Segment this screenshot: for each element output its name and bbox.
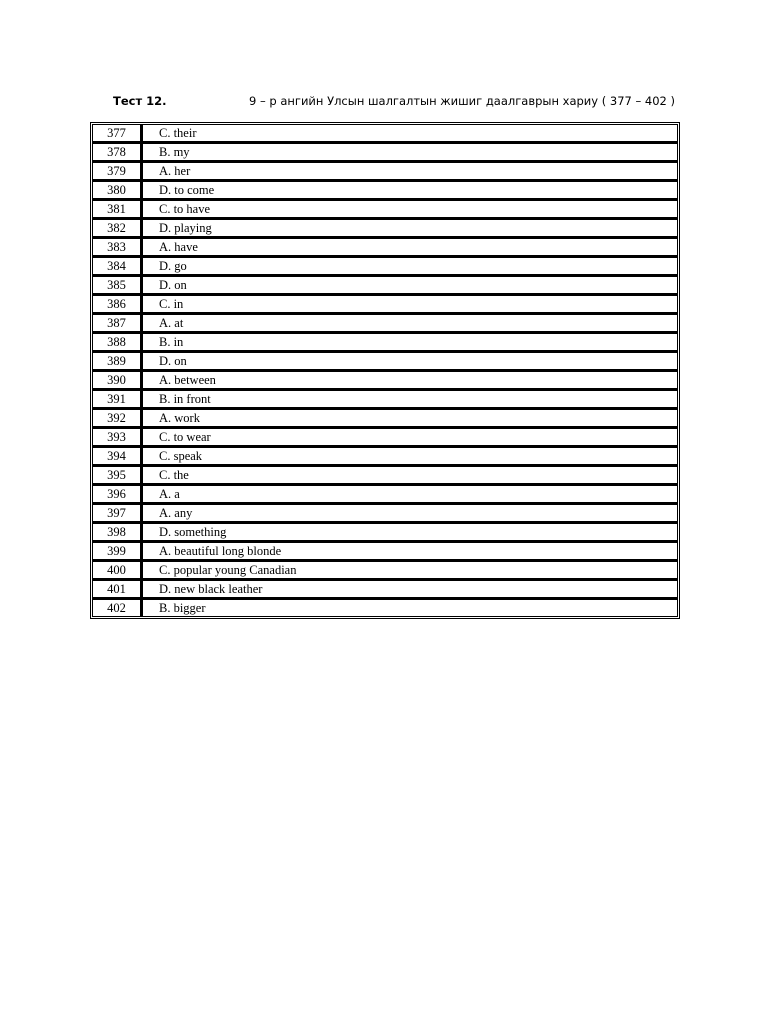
answer-text: C. in [142, 294, 678, 313]
answer-text: A. any [142, 503, 678, 522]
table-row [92, 484, 678, 503]
table-row [92, 294, 678, 313]
answer-text: B. bigger [142, 598, 678, 617]
answer-text: D. to come [142, 180, 678, 199]
answer-text: B. my [142, 142, 678, 161]
table-row [92, 389, 678, 408]
table-row [92, 180, 678, 199]
answer-text: D. on [142, 351, 678, 370]
question-number: 400 [92, 560, 142, 579]
question-number: 384 [92, 256, 142, 275]
answer-text: B. in [142, 332, 678, 351]
table-row [92, 161, 678, 180]
table-row [92, 199, 678, 218]
document-header [113, 94, 673, 110]
question-number: 396 [92, 484, 142, 503]
question-number: 402 [92, 598, 142, 617]
header-title: 9 – р ангийн Улсын шалгалтын жишиг даалгаврын хариу ( 377 – 402 ) [249, 94, 675, 108]
table-row [92, 218, 678, 237]
table-row [92, 503, 678, 522]
table-row [92, 351, 678, 370]
table-row [92, 124, 678, 142]
answer-text: D. playing [142, 218, 678, 237]
question-number: 388 [92, 332, 142, 351]
question-number: 386 [92, 294, 142, 313]
answer-text: C. speak [142, 446, 678, 465]
answer-text: C. their [142, 124, 678, 142]
answer-text: C. the [142, 465, 678, 484]
question-number: 395 [92, 465, 142, 484]
answer-text: A. at [142, 313, 678, 332]
question-number: 382 [92, 218, 142, 237]
table-row [92, 465, 678, 484]
question-number: 399 [92, 541, 142, 560]
answer-text: A. beautiful long blonde [142, 541, 678, 560]
table-row [92, 332, 678, 351]
table-row [92, 427, 678, 446]
answer-text: D. go [142, 256, 678, 275]
question-number: 377 [92, 124, 142, 142]
table-row [92, 560, 678, 579]
question-number: 401 [92, 579, 142, 598]
table-row [92, 541, 678, 560]
question-number: 393 [92, 427, 142, 446]
answer-table-body [92, 124, 678, 617]
answer-text: A. a [142, 484, 678, 503]
table-row [92, 275, 678, 294]
answer-text: C. to wear [142, 427, 678, 446]
answer-text: A. her [142, 161, 678, 180]
question-number: 383 [92, 237, 142, 256]
question-number: 389 [92, 351, 142, 370]
answer-table [90, 122, 680, 619]
table-row [92, 142, 678, 161]
question-number: 397 [92, 503, 142, 522]
question-number: 390 [92, 370, 142, 389]
question-number: 380 [92, 180, 142, 199]
question-number: 394 [92, 446, 142, 465]
answer-text: D. on [142, 275, 678, 294]
table-row [92, 313, 678, 332]
table-row [92, 522, 678, 541]
question-number: 387 [92, 313, 142, 332]
question-number: 398 [92, 522, 142, 541]
question-number: 379 [92, 161, 142, 180]
answer-text: D. new black leather [142, 579, 678, 598]
question-number: 391 [92, 389, 142, 408]
answer-text: A. between [142, 370, 678, 389]
table-row [92, 408, 678, 427]
test-label: Тест 12. [113, 94, 167, 108]
answer-text: B. in front [142, 389, 678, 408]
table-row [92, 598, 678, 617]
question-number: 392 [92, 408, 142, 427]
answer-text: C. to have [142, 199, 678, 218]
table-row [92, 237, 678, 256]
answer-text: A. work [142, 408, 678, 427]
answer-text: C. popular young Canadian [142, 560, 678, 579]
table-row [92, 370, 678, 389]
question-number: 378 [92, 142, 142, 161]
table-row [92, 579, 678, 598]
question-number: 381 [92, 199, 142, 218]
answer-text: D. something [142, 522, 678, 541]
table-row [92, 256, 678, 275]
answer-text: A. have [142, 237, 678, 256]
table-row [92, 446, 678, 465]
question-number: 385 [92, 275, 142, 294]
